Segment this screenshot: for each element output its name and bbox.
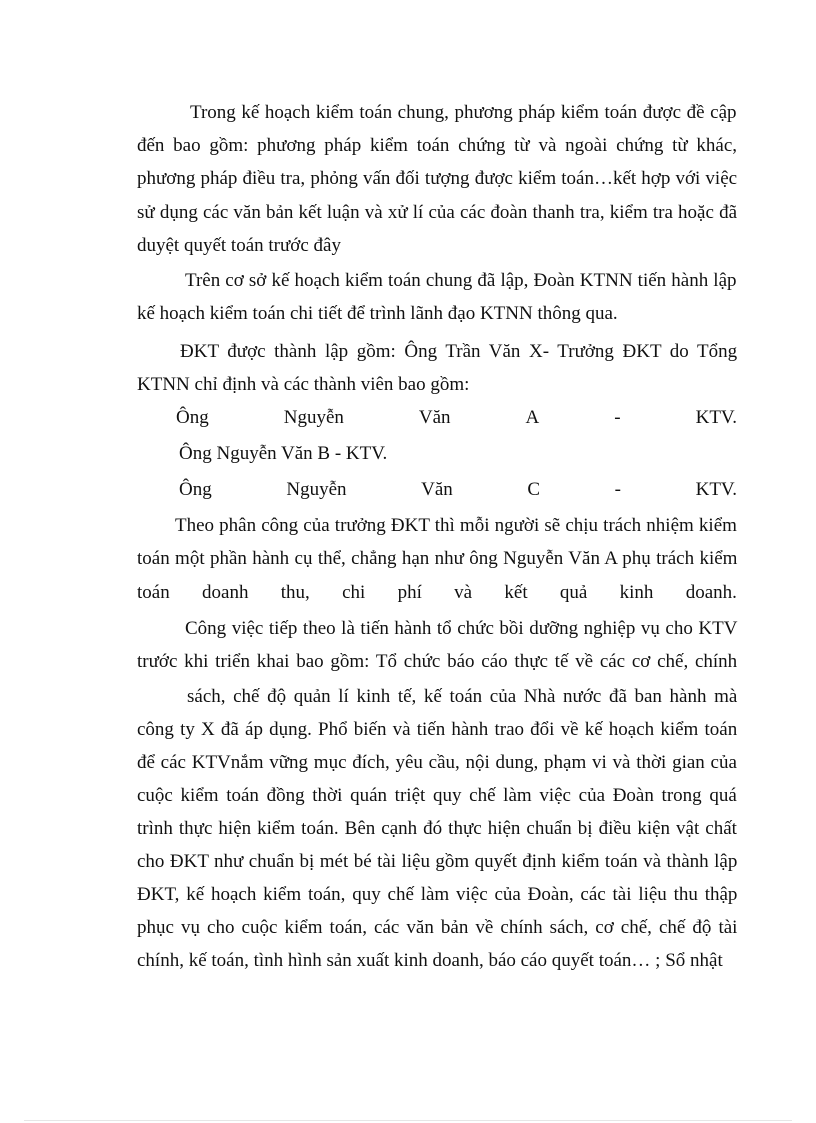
word: toán [137,582,170,603]
para5-line-5: để các KTVnắm vững mục đích, yêu cầu, nội dung, phạm vi và thời gian của [137,752,737,773]
para5-line-1: Công việc tiếp theo là tiến hành tổ chức bồi dưỡng nghiệp vụ cho KTV [185,618,738,639]
para1-line-1: Trong kế hoạch kiểm toán chung, phương pháp kiểm toán được đề cập [190,102,737,123]
word: Nguyễn [283,407,344,428]
word: KTV. [695,479,737,500]
para1-line-3: phương pháp điều tra, phỏng vấn đối tượng được kiểm toán…kết hợp với việc [137,168,738,189]
word: KTV. [695,407,737,428]
word: chi [342,582,366,603]
word: doanh [202,582,249,603]
word: Văn [418,407,451,428]
para3-line-2: KTNN chỉ định và các thành viên bao gồm: [137,374,470,395]
word: doanh. [685,582,737,603]
para5-line-10: phục vụ cho cuộc kiểm toán, các văn bản về chính sách, cơ chế, chế độ tài [137,917,738,938]
word: kinh [619,582,654,603]
word: phí [397,582,422,603]
word: quả [559,582,588,603]
para5-line-9: ĐKT, kế hoạch kiểm toán, quy chế làm việc của Đoàn, các tài liệu thu thập [137,884,738,905]
para5-line-7: trình thực hiện kiểm toán. Bên cạnh đó thực hiện chuẩn bị điều kiện vật chất [137,818,737,839]
word: - [614,407,621,428]
member-a-line [176,405,737,431]
para5-line-6: cuộc kiểm toán đồng thời quán triệt quy chế làm việc của Đoàn trong quá [137,785,737,806]
para5-line-11: chính, kế toán, tình hình sản xuất kinh doanh, báo cáo quyết toán… ; Sổ nhật [137,950,723,971]
word: Ông [176,407,209,428]
para5-line-8: cho ĐKT như chuẩn bị mét bé tài liệu gồm quyết định kiểm toán và thành lập [137,851,738,872]
word: Ông [179,479,212,500]
word: kết [504,582,528,603]
para5-line-2: trước khi triển khai bao gồm: Tổ chức báo cáo thực tế về các cơ chế, chính [137,651,738,672]
para5-line-4: công ty X đã áp dụng. Phổ biến và tiến hành trao đổi về kế hoạch kiểm toán [137,719,738,740]
para1-line-2: đến bao gồm: phương pháp kiểm toán chứng từ và ngoài chứng từ khác, [137,135,738,156]
para3-line-1: ĐKT được thành lập gồm: Ông Trần Văn X- Trưởng ĐKT do Tổng [180,341,738,362]
para1-line-4: sử dụng các văn bản kết luận và xử lí của các đoàn thanh tra, kiểm tra hoặc đã [137,202,737,223]
para4-line-1: Theo phân công của trưởng ĐKT thì mỗi người sẽ chịu trách nhiệm kiểm [175,515,737,536]
word: Văn [421,479,453,500]
para4-line-2: toán một phần hành cụ thể, chẳng hạn như ông Nguyễn Văn A phụ trách kiểm [137,548,738,569]
word: và [454,582,473,603]
word: thu, [280,582,310,603]
word: - [614,479,621,500]
para4-line-3 [137,580,737,606]
word: C [527,479,541,500]
para1-line-5: duyệt quyết toán trước đây [137,235,341,256]
word: A [525,407,540,428]
page-bottom-rule [24,1120,792,1121]
para2-line-1: Trên cơ sở kế hoạch kiểm toán chung đã lập, Đoàn KTNN tiến hành lập [185,270,737,291]
member-c-line [179,477,737,503]
word: Nguyễn [286,479,347,500]
member-b-line: Ông Nguyễn Văn B - KTV. [179,443,388,464]
para5-line-3: sách, chế độ quản lí kinh tế, kế toán của Nhà nước đã ban hành mà [187,686,738,707]
para2-line-2: kế hoạch kiểm toán chi tiết để trình lãnh đạo KTNN thông qua. [137,303,618,324]
